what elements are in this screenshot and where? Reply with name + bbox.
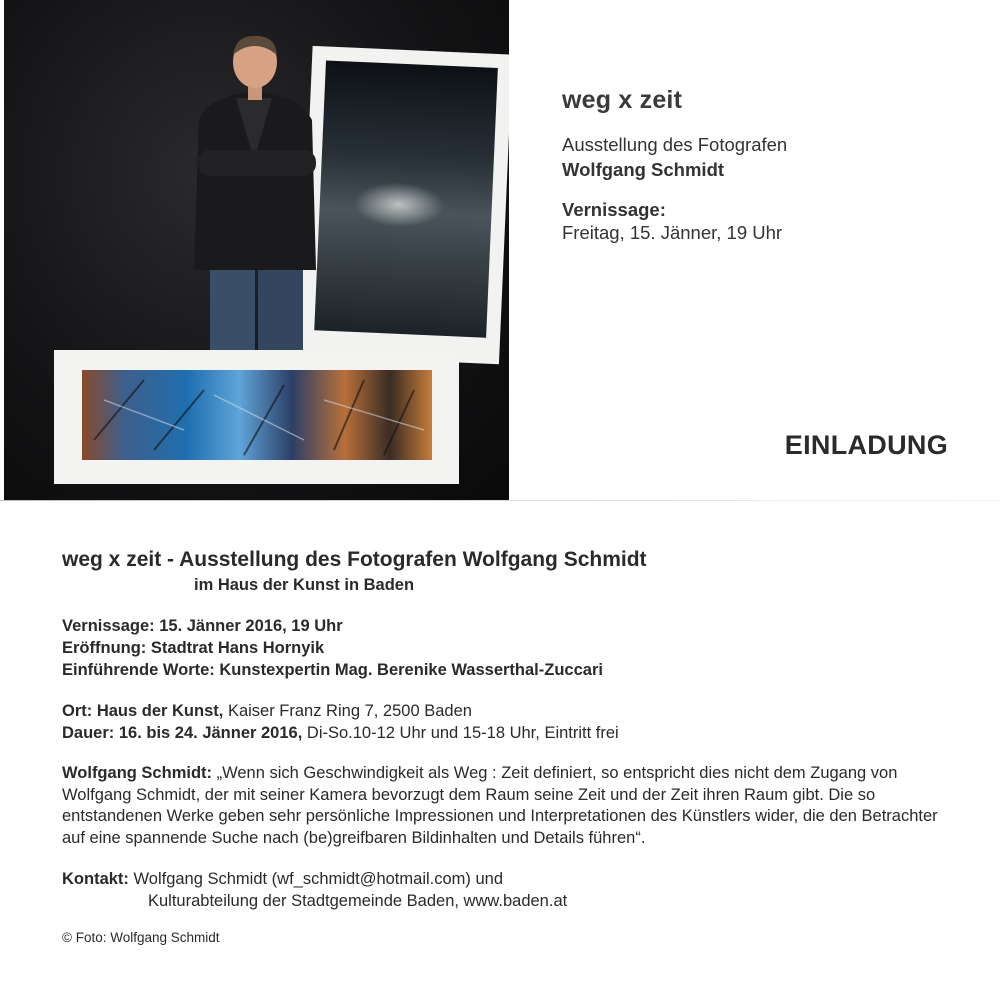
contact-line: Kontakt: Wolfgang Schmidt (wf_schmidt@hotmail.com) und xyxy=(62,870,504,888)
artist-name: Wolfgang Schmidt xyxy=(562,159,725,180)
intro-line: Einführende Worte: Kunstexpertin Mag. Berenike Wasserthal-Zuccari xyxy=(62,661,603,679)
artist-photo-illustration xyxy=(4,0,509,500)
invitation-card-text xyxy=(510,0,1000,500)
invitation-heading: EINLADUNG xyxy=(784,430,948,460)
duration-line: Dauer: 16. bis 24. Jänner 2016, Di-So.10-12 Uhr und 15-18 Uhr, Eintritt frei xyxy=(62,724,619,742)
artist-figure xyxy=(194,36,316,355)
details-subtitle: im Haus der Kunst in Baden xyxy=(194,576,415,594)
exhibition-subtitle: Ausstellung des Fotografen xyxy=(562,134,788,155)
details-title: weg x zeit - Ausstellung des Fotografen Wolfgang Schmidt xyxy=(62,548,647,571)
vernissage-label: Vernissage: xyxy=(562,199,666,220)
vernissage-line: Vernissage: 15. Jänner 2016, 19 Uhr xyxy=(62,617,343,635)
exhibition-title: weg x zeit xyxy=(562,86,683,114)
opening-line: Eröffnung: Stadtrat Hans Hornyik xyxy=(62,639,325,657)
location-line: Ort: Haus der Kunst, Kaiser Franz Ring 7, 2500 Baden xyxy=(62,702,472,720)
photo-credit: © Foto: Wolfgang Schmidt xyxy=(62,930,220,945)
vernissage-date: Freitag, 15. Jänner, 19 Uhr xyxy=(562,222,783,243)
artist-quote: Wolfgang Schmidt: „Wenn sich Geschwindigkeit als Weg : Zeit definiert, so entspricht dies nicht dem Zugang von Wolfgang Schmidt, der mit seiner Kamera bevorzugt dem Raum seine Zeit und der Zeit ihren Raum gibt. Die so entstandenen Werke geben sehr persönliche Impressionen und Interpretationen des Künstlers wider, die den Betrachter auf eine spannende Suche nach (be)greifbaren Bildinhalten und Details führen“. xyxy=(62,764,938,847)
artist-photo xyxy=(4,0,509,500)
exhibition-details xyxy=(0,500,1000,1000)
contact-line-2: Kulturabteilung der Stadtgemeinde Baden, www.baden.at xyxy=(148,892,568,910)
panorama-print xyxy=(54,350,459,484)
large-print xyxy=(299,46,509,364)
